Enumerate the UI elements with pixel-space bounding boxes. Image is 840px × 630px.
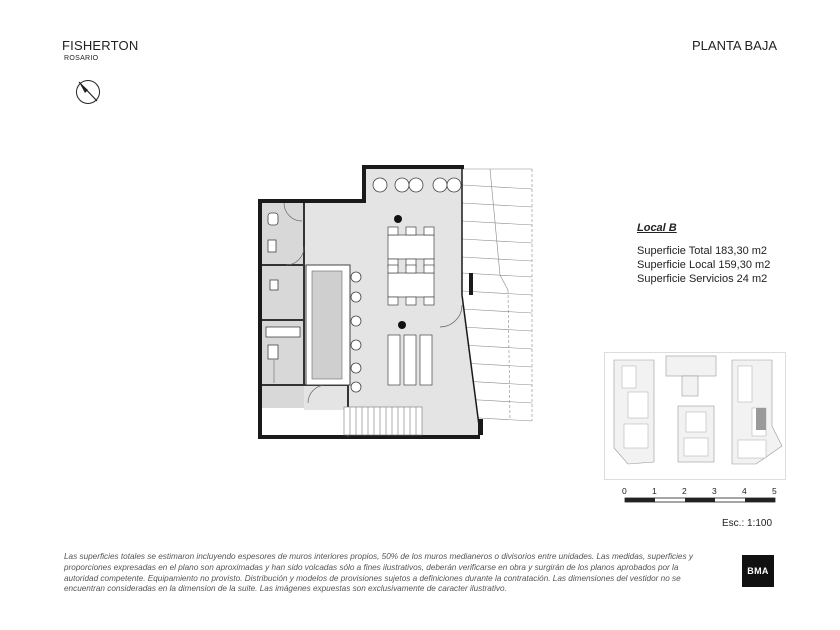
compass-north-icon <box>74 78 102 106</box>
scale-tick-label: 2 <box>682 486 687 496</box>
surface-services: Superficie Servicios 24 m2 <box>637 273 768 285</box>
column <box>398 321 406 329</box>
key-plan <box>604 352 786 480</box>
sink <box>268 240 276 252</box>
column <box>469 273 473 295</box>
surface-total: Superficie Total 183,30 m2 <box>637 245 768 257</box>
disclaimer-text: Las superficies totales se estimaron incluyendo espesores de muros interiores propios, 50% de los muros medianeros o divisorios entre unidades. Las medidas, superficies y proporciones expresadas en el plano son aproximadas y han sido volcadas sólo a fines ilustrativos, deberán verificarse en obra y surgirán de los planos aprobados por la autoridad competente. Equipamiento no provisto. Distribución y modelos de provisiones sujetos a definiciones durante la contratación. Las dimensiones del vestidor no se encuentran consideradas en la dimension de la suite. Las imágenes expuestas son exclusivamente de caracter ilustrativo. <box>64 552 693 594</box>
scale-label: Esc.: 1:100 <box>722 518 773 529</box>
column <box>394 215 402 223</box>
unit-title: Local B <box>637 222 677 234</box>
scale-tick-label: 1 <box>652 486 657 496</box>
company-logo: BMA <box>742 555 774 587</box>
staircase <box>344 407 422 435</box>
scale-tick-label: 0 <box>622 486 627 496</box>
sink <box>270 280 278 290</box>
plan-title: PLANTA BAJA <box>692 38 778 53</box>
unit-location-marker <box>756 408 766 430</box>
toilet <box>268 213 278 225</box>
scale-bar <box>620 496 780 506</box>
bar-top <box>312 271 342 379</box>
project-title: FISHERTON <box>62 38 139 53</box>
sink <box>268 345 278 359</box>
scale-tick-label: 4 <box>742 486 747 496</box>
surface-local: Superficie Local 159,30 m2 <box>637 259 771 271</box>
counter <box>266 327 300 337</box>
scale-tick-label: 3 <box>712 486 717 496</box>
column <box>478 419 483 435</box>
storage-room <box>262 410 348 435</box>
project-city: ROSARIO <box>64 55 99 62</box>
service-area <box>262 203 304 408</box>
floor-plan <box>240 155 540 445</box>
scale-tick-label: 5 <box>772 486 777 496</box>
